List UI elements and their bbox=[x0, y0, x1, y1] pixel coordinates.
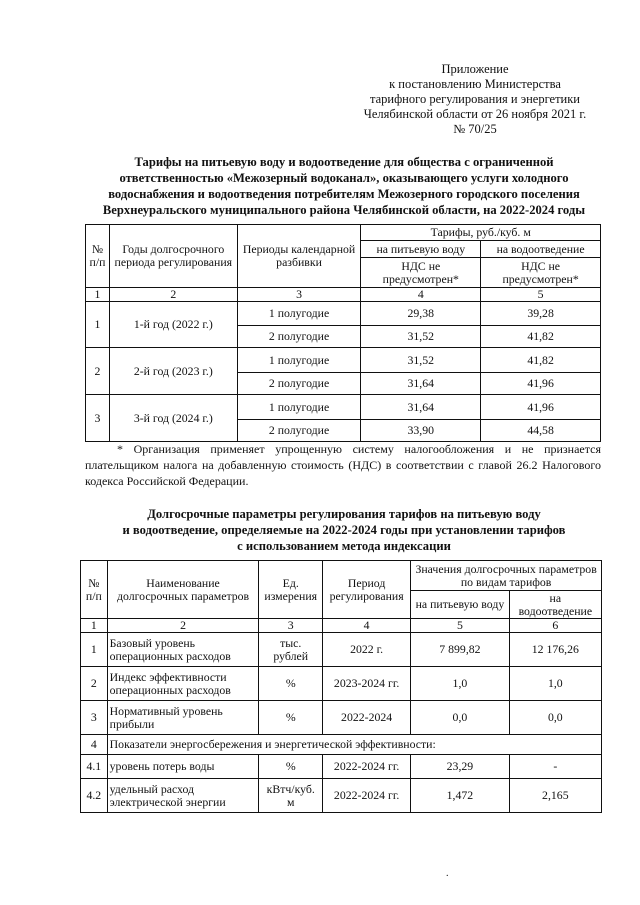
header-unit: Ед. измерения bbox=[259, 561, 323, 619]
header-tariffs: Тарифы, руб./куб. м bbox=[361, 225, 601, 241]
header-periods: Периоды календарной разбивки bbox=[237, 225, 361, 288]
row-year: 1-й год (2022 г.) bbox=[109, 302, 237, 348]
annex-line: тарифного регулирования и энергетики bbox=[369, 92, 581, 106]
table-row bbox=[81, 779, 602, 813]
title-line: Долгосрочные параметры регулирования тарифов на питьевую воду bbox=[147, 507, 541, 521]
row-year: 3-й год (2024 г.) bbox=[109, 395, 237, 442]
col-index: 3 bbox=[237, 288, 361, 302]
row-num: 4.2 bbox=[81, 779, 108, 813]
row-period: 2022-2024 гг. bbox=[323, 779, 411, 813]
header-water: на питьевую воду bbox=[411, 591, 509, 619]
col-index: 3 bbox=[259, 619, 323, 633]
row-water: 1,0 bbox=[411, 667, 509, 701]
row-drain: 41,96 bbox=[481, 373, 601, 395]
row-period: 2 полугодие bbox=[237, 326, 361, 348]
title-line: ответственностью «Межозерный водоканал», оказывающего услуги холодного bbox=[119, 171, 569, 185]
header-name: Наименование долгосрочных параметров bbox=[107, 561, 259, 619]
row-name: удельный расход электрической энергии bbox=[107, 779, 259, 813]
row-period: 2022-2024 гг. bbox=[323, 755, 411, 779]
row-drain: - bbox=[509, 755, 601, 779]
row-period: 2022 г. bbox=[323, 633, 411, 667]
row-water: 0,0 bbox=[411, 701, 509, 735]
title-line: водоснабжения и водоотведения потребителям Межозерного городского поселения bbox=[108, 187, 580, 201]
row-water: 29,38 bbox=[361, 302, 481, 326]
row-drain: 39,28 bbox=[481, 302, 601, 326]
row-name: Нормативный уровень прибыли bbox=[107, 701, 259, 735]
row-drain: 41,82 bbox=[481, 326, 601, 348]
header-vat-drain: НДС не предусмотрен* bbox=[481, 258, 601, 288]
row-num: 2 bbox=[81, 667, 108, 701]
row-num: 3 bbox=[81, 701, 108, 735]
col-index: 4 bbox=[361, 288, 481, 302]
col-index: 5 bbox=[481, 288, 601, 302]
header-values: Значения долгосрочных параметров по видам тарифов bbox=[411, 561, 602, 591]
title-line: и водоотведение, определяемые на 2022-2024 годы при установлении тарифов bbox=[122, 523, 566, 537]
header-num: № п/п bbox=[81, 561, 108, 619]
row-unit: кВтч/куб. м bbox=[259, 779, 323, 813]
col-index: 1 bbox=[86, 288, 110, 302]
parameters-table bbox=[80, 560, 602, 813]
row-num: 3 bbox=[86, 395, 110, 442]
row-num: 1 bbox=[81, 633, 108, 667]
section-heading: Показатели энергосбережения и энергетической эффективности: bbox=[107, 735, 601, 755]
table-row bbox=[86, 395, 601, 420]
row-unit: тыс. рублей bbox=[259, 633, 323, 667]
table-row bbox=[86, 348, 601, 373]
table-row bbox=[81, 667, 602, 701]
header-water: на питьевую воду bbox=[361, 241, 481, 258]
header-period: Период регулирования bbox=[323, 561, 411, 619]
row-name: Индекс эффективности операционных расходов bbox=[107, 667, 259, 701]
header-drain: на водоотведение bbox=[481, 241, 601, 258]
row-unit: % bbox=[259, 701, 323, 735]
table-row bbox=[81, 701, 602, 735]
tariff-table bbox=[85, 224, 601, 442]
row-num: 1 bbox=[86, 302, 110, 348]
row-water: 31,64 bbox=[361, 373, 481, 395]
row-name: Базовый уровень операционных расходов bbox=[107, 633, 259, 667]
header-num: № п/п bbox=[86, 225, 110, 288]
title-line: Тарифы на питьевую воду и водоотведение для общества с ограниченной bbox=[134, 155, 554, 169]
footnote: * Организация применяет упрощенную систему налогообложения и не признается плательщиком налога на добавленную стоимость (НДС) в соответствии с главой 26.2 Налогового кодекса Российской Федерации. bbox=[85, 442, 601, 488]
annex-line: Челябинской области от 26 ноября 2021 г. bbox=[363, 107, 587, 121]
col-index: 2 bbox=[107, 619, 259, 633]
row-water: 31,64 bbox=[361, 395, 481, 420]
header-vat-water: НДС не предусмотрен* bbox=[361, 258, 481, 288]
row-drain: 0,0 bbox=[509, 701, 601, 735]
annex-line: Приложение bbox=[441, 62, 509, 76]
header-drain: на водоотведение bbox=[509, 591, 601, 619]
title-line: с использованием метода индексации bbox=[237, 539, 451, 553]
row-num: 2 bbox=[86, 348, 110, 395]
tariff-title bbox=[84, 154, 604, 218]
row-period: 2 полугодие bbox=[237, 373, 361, 395]
table-row bbox=[81, 633, 602, 667]
parameters-title bbox=[84, 506, 604, 554]
col-index: 2 bbox=[109, 288, 237, 302]
row-water: 31,52 bbox=[361, 348, 481, 373]
row-drain: 41,96 bbox=[481, 395, 601, 420]
col-index: 6 bbox=[509, 619, 601, 633]
title-line: Верхнеуральского муниципального района Челябинской области, на 2022-2024 годы bbox=[102, 203, 586, 217]
row-water: 7 899,82 bbox=[411, 633, 509, 667]
annex-header bbox=[340, 62, 610, 137]
row-num: 4 bbox=[81, 735, 108, 755]
row-drain: 41,82 bbox=[481, 348, 601, 373]
table-row bbox=[81, 735, 602, 755]
row-water: 23,29 bbox=[411, 755, 509, 779]
row-year: 2-й год (2023 г.) bbox=[109, 348, 237, 395]
row-name: уровень потерь воды bbox=[107, 755, 259, 779]
annex-line: № 70/25 bbox=[453, 122, 497, 136]
table-row bbox=[81, 755, 602, 779]
bottom-mark: . bbox=[446, 868, 449, 879]
annex-line: к постановлению Министерства bbox=[389, 77, 561, 91]
row-drain: 2,165 bbox=[509, 779, 601, 813]
row-drain: 44,58 bbox=[481, 420, 601, 442]
row-period: 2023-2024 гг. bbox=[323, 667, 411, 701]
row-water: 1,472 bbox=[411, 779, 509, 813]
col-index: 5 bbox=[411, 619, 509, 633]
row-period: 2022-2024 bbox=[323, 701, 411, 735]
row-drain: 12 176,26 bbox=[509, 633, 601, 667]
table-row bbox=[86, 302, 601, 326]
row-period: 1 полугодие bbox=[237, 302, 361, 326]
row-period: 2 полугодие bbox=[237, 420, 361, 442]
row-unit: % bbox=[259, 667, 323, 701]
row-period: 1 полугодие bbox=[237, 395, 361, 420]
row-unit: % bbox=[259, 755, 323, 779]
row-period: 1 полугодие bbox=[237, 348, 361, 373]
col-index: 1 bbox=[81, 619, 108, 633]
row-water: 33,90 bbox=[361, 420, 481, 442]
row-water: 31,52 bbox=[361, 326, 481, 348]
col-index: 4 bbox=[323, 619, 411, 633]
row-num: 4.1 bbox=[81, 755, 108, 779]
header-years: Годы долгосрочного периода регулирования bbox=[109, 225, 237, 288]
row-drain: 1,0 bbox=[509, 667, 601, 701]
